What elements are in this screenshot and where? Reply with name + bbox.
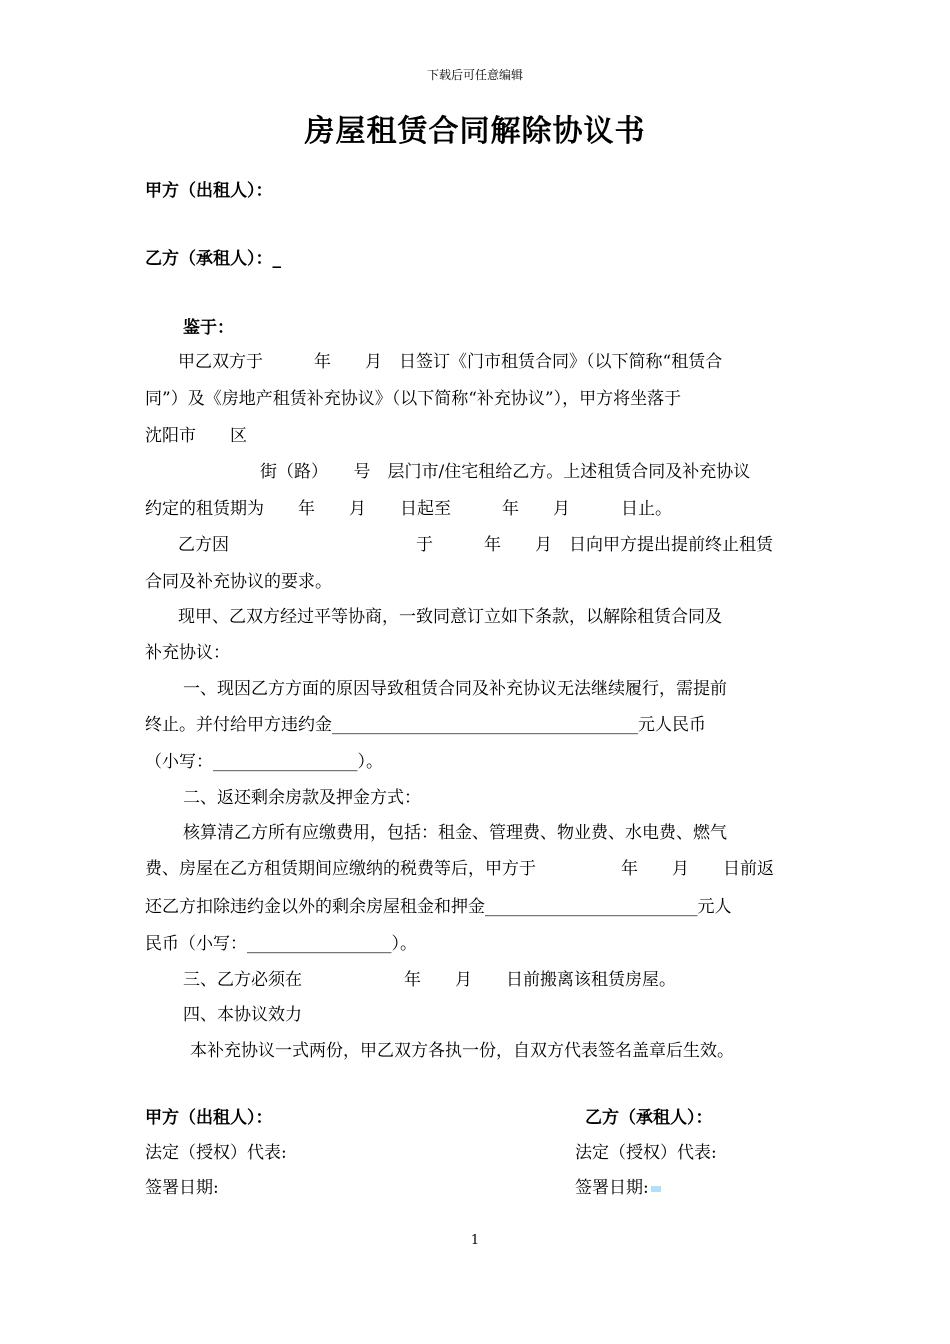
signature-party-a-title: 甲方（出租人）： <box>145 1108 273 1128</box>
document-title: 房屋租赁合同解除协议书 <box>304 114 646 149</box>
p3-line-2: 补充协议： <box>145 643 230 663</box>
party-b-sign-date-row <box>575 1176 661 1200</box>
clause4-line: 本补充协议一式两份，甲乙双方各执一份，自双方代表签名盖章后生效。 <box>190 1041 734 1061</box>
party-b-line: 乙方（承租人）：_ <box>145 249 281 269</box>
clause2-line-1: 核算清乙方所有应缴费用，包括：租金、管理费、物业费、水电费、燃气 <box>183 823 727 843</box>
p3-line-1: 现甲、乙双方经过平等协商，一致同意订立如下条款，以解除租赁合同及 <box>178 607 722 627</box>
p1-line-2: 同”）及《房地产租赁补充协议》（以下简称“补充协议”），甲方将坐落于 <box>145 389 682 409</box>
clause3-line: 三、乙方必须在 年 月 日前搬离该租赁房屋。 <box>183 970 676 990</box>
party-a-sign-date: 签署日期: <box>145 1178 219 1198</box>
p1-line-3: 沈阳市 区 <box>145 426 247 446</box>
clause2-line-3: 还乙方扣除违约金以外的剩余房屋租金和押金_________________________元人 <box>145 897 732 917</box>
clause2-title: 二、返还剩余房款及押金方式： <box>183 788 421 808</box>
party-a-line: 甲方（出租人）： <box>145 181 273 201</box>
p1-line-5: 约定的租赁期为 年 月 日起至 年 月 日止。 <box>145 499 672 519</box>
clause1-line-3: （小写：_________________）。 <box>145 752 383 772</box>
p1-line-1: 甲乙双方于 年 月 日签订《门市租赁合同》（以下简称“租赁合 <box>178 352 723 372</box>
signature-party-b-title: 乙方（承租人）： <box>585 1108 713 1128</box>
whereas-heading: 鉴于： <box>183 318 234 338</box>
party-a-representative: 法定（授权）代表: <box>145 1143 287 1163</box>
clause2-line-4: 民币（小写：_________________）。 <box>145 934 417 954</box>
party-b-representative: 法定（授权）代表: <box>575 1143 717 1163</box>
p2-line-2: 合同及补充协议的要求。 <box>145 572 332 592</box>
highlight-mark <box>651 1186 661 1192</box>
page-number: 1 <box>470 1233 480 1248</box>
party-b-sign-date: 签署日期: <box>575 1178 649 1198</box>
header-note: 下载后可任意编辑 <box>426 68 523 82</box>
p1-line-4: 街（路） 号 层门市/住宅租给乙方。上述租赁合同及补充协议 <box>260 462 751 482</box>
clause2-line-2: 费、房屋在乙方租赁期间应缴纳的税费等后，甲方于 年 月 日前返 <box>145 859 774 879</box>
clause1-line-1: 一、现因乙方方面的原因导致租赁合同及补充协议无法继续履行，需提前 <box>183 679 727 699</box>
clause4-title: 四、本协议效力 <box>183 1005 302 1025</box>
clause1-line-2: 终止。并付给甲方违约金____________________________________元人民币 <box>145 715 706 735</box>
p2-line-1: 乙方因 于 年 月 日向甲方提出提前终止租赁 <box>178 535 773 555</box>
